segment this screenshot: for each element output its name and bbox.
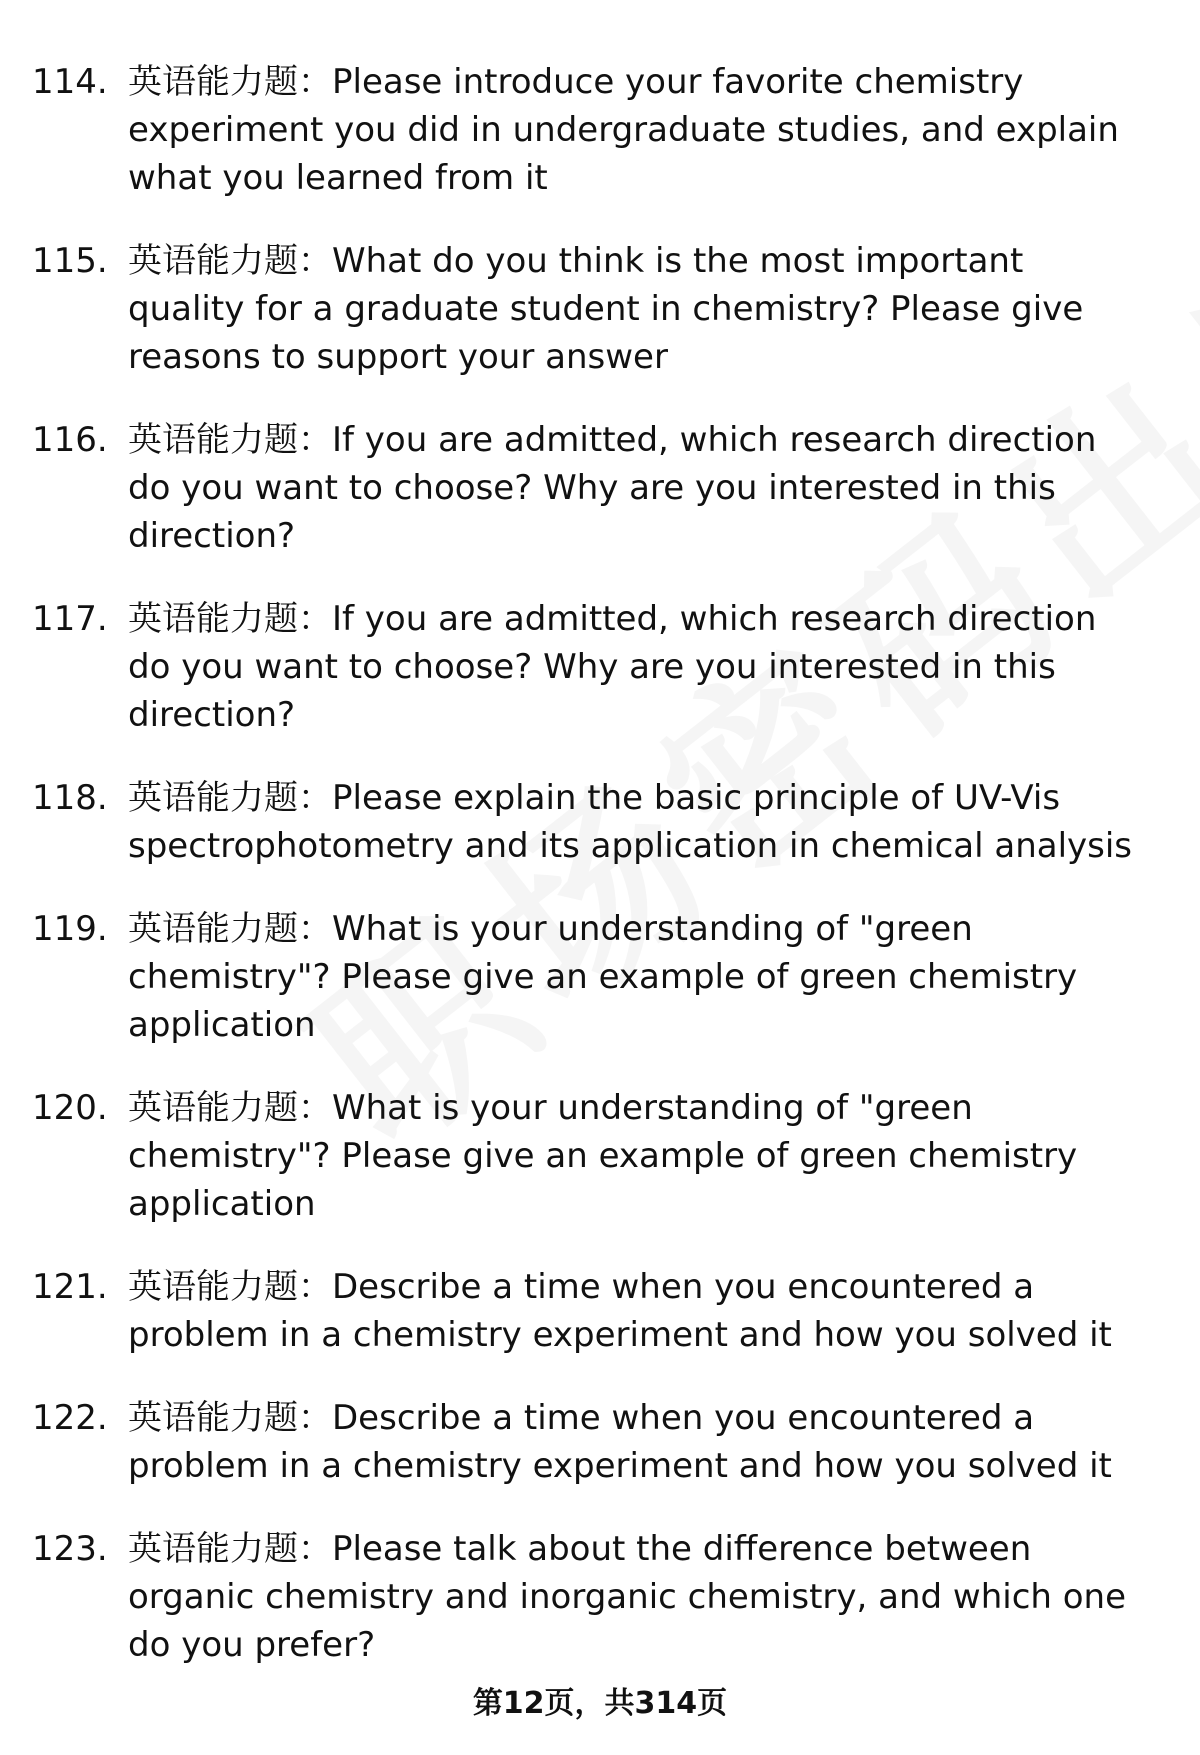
- question-body: [128, 416, 1140, 560]
- question-text: What is your understanding of "green chemistry"? Please give an example of green chemistry application: [128, 1088, 1078, 1224]
- question-text: What do you think is the most important quality for a graduate student in chemistry? Please give reasons to support your answer: [128, 241, 1084, 377]
- question-text: Please explain the basic principle of UV-Vis spectrophotometry and its application in chemical analysis: [128, 778, 1133, 866]
- question-number: 117.: [32, 599, 108, 639]
- question-category: 英语能力题：: [128, 909, 332, 949]
- question-text: Describe a time when you encountered a problem in a chemistry experiment and how you solved it: [128, 1267, 1112, 1355]
- question-category: 英语能力题：: [128, 599, 332, 639]
- page-number-footer: 第12页，共314页: [472, 1686, 728, 1721]
- question-text: If you are admitted, which research direction do you want to choose? Why are you interested in this direction?: [128, 420, 1097, 556]
- question-item-117: [0, 595, 1200, 739]
- question-number: 121.: [32, 1267, 108, 1307]
- question-category: 英语能力题：: [128, 1267, 332, 1307]
- question-body: [128, 595, 1140, 739]
- question-item-120: [0, 1084, 1200, 1228]
- question-item-116: [0, 416, 1200, 560]
- question-body: [128, 905, 1140, 1049]
- question-body: [128, 774, 1140, 870]
- question-category: 英语能力题：: [128, 241, 332, 281]
- question-item-119: [0, 905, 1200, 1049]
- question-body: [128, 1263, 1140, 1359]
- question-category: 英语能力题：: [128, 420, 332, 460]
- question-body: [128, 58, 1140, 202]
- question-item-115: [0, 237, 1200, 381]
- question-number: 116.: [32, 420, 108, 460]
- question-body: [128, 1525, 1140, 1669]
- question-text: What is your understanding of "green chemistry"? Please give an example of green chemistry application: [128, 909, 1078, 1045]
- question-body: [128, 1394, 1140, 1490]
- question-category: 英语能力题：: [128, 1398, 332, 1438]
- question-category: 英语能力题：: [128, 1529, 332, 1569]
- question-category: 英语能力题：: [128, 62, 332, 102]
- question-item-122: [0, 1394, 1200, 1490]
- question-number: 118.: [32, 778, 108, 818]
- question-item-121: [0, 1263, 1200, 1359]
- question-body: [128, 237, 1140, 381]
- question-text: Describe a time when you encountered a problem in a chemistry experiment and how you solved it: [128, 1398, 1112, 1486]
- question-number: 115.: [32, 241, 108, 281]
- question-text: Please introduce your favorite chemistry experiment you did in undergraduate studies, and explain what you learned from it: [128, 62, 1119, 198]
- question-text: If you are admitted, which research direction do you want to choose? Why are you interested in this direction?: [128, 599, 1097, 735]
- question-list: [0, 58, 1200, 1704]
- question-number: 120.: [32, 1088, 108, 1128]
- question-item-118: [0, 774, 1200, 870]
- question-category: 英语能力题：: [128, 778, 332, 818]
- question-item-123: [0, 1525, 1200, 1669]
- question-text: Please talk about the difference between organic chemistry and inorganic chemistry, and which one do you prefer?: [128, 1529, 1127, 1665]
- question-number: 114.: [32, 62, 108, 102]
- question-category: 英语能力题：: [128, 1088, 332, 1128]
- question-number: 123.: [32, 1529, 108, 1569]
- question-number: 122.: [32, 1398, 108, 1438]
- question-item-114: [0, 58, 1200, 202]
- question-number: 119.: [32, 909, 108, 949]
- question-body: [128, 1084, 1140, 1228]
